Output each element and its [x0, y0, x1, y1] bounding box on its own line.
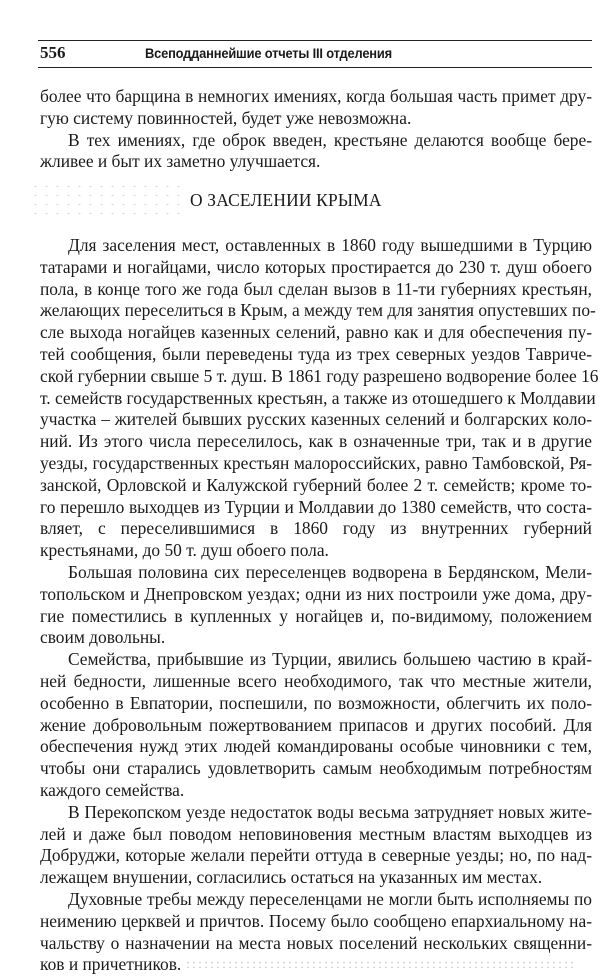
- text-line: жение добровольным пожертвованием припасов и других пособий. Для: [40, 714, 592, 735]
- text-line: В тех имениях, где оброк введен, крестьяне делаются вообще бере-: [68, 129, 592, 150]
- text-line: гие поместились в купленных у ногайцев и, по-видимому, положением: [40, 605, 592, 626]
- text-line: жливее и быт их заметно улучшается.: [40, 151, 321, 172]
- paragraph: [40, 86, 592, 130]
- text-line: т. семейств государственных крестьян, а также из отошедшего к Молдавии: [40, 387, 596, 408]
- text-line: Добруджи, которые желали перейти оттуда в северные уезды; но, по над-: [40, 845, 592, 866]
- text-line: крестьянами, до 50 т. душ обоего пола.: [40, 540, 329, 561]
- text-line: топольском и Днепровском уездах; одни из них построили уже дома, дру-: [40, 583, 592, 604]
- header-rule-top: [38, 40, 592, 41]
- text-after-heading: [40, 235, 599, 976]
- text-line: тей сообщения, были переведены туда из трех северных уездов Тавриче-: [40, 343, 592, 364]
- header-rule-bottom: [38, 67, 592, 68]
- section-heading: О ЗАСЕЛЕНИИ КРЫМА: [190, 190, 382, 210]
- text-line: Большая половина сих переселенцев водворена в Бердянском, Мели-: [68, 561, 592, 582]
- text-line: татарами и ногайцами, число которых простирается до 230 т. душ обоего: [40, 256, 592, 277]
- text-line: Духовные требы между переселенцами не могли быть исполняемы по: [68, 888, 592, 909]
- paragraph: [40, 649, 592, 802]
- paragraph: [40, 235, 599, 562]
- text-line: пола, в конце того же года был сделан вызов в 11-ти губерниях крестьян,: [40, 278, 592, 299]
- text-line: лежащем внушении, согласились остаться на указанных им местах.: [40, 867, 543, 888]
- text-line: занской, Орловской и Калужской губерний более 2 т. семейств; кроме то-: [40, 474, 592, 495]
- scan-noise: [30, 182, 180, 216]
- paragraph: [40, 130, 592, 174]
- text-line: неимению церквей и причтов. Посему было сообщено епархиальному на-: [40, 910, 592, 931]
- text-line: В Перекопском уезде недостаток воды весьма затрудняет новых жите-: [68, 801, 592, 822]
- text-line: более что барщина в немногих имениях, когда большая часть примет дру-: [40, 86, 592, 106]
- text-line: ской губернии свыше 5 т. душ. В 1861 году разрешено водворение более 16: [40, 365, 599, 386]
- text-line: лей и даже был поводом неповиновения местным властям выходцев из: [40, 823, 592, 844]
- paragraph: [40, 562, 592, 649]
- text-line: гую систему повинностей, будет уже невозможна.: [40, 107, 412, 128]
- text-line: участка – жителей бывших русских казенных селений и болгарских коло-: [40, 409, 592, 430]
- text-line: го перешло выходцев из Турции и Молдавии до 1380 семейств, что соста-: [40, 496, 592, 517]
- paragraph: [40, 889, 592, 976]
- text-line: сле выхода ногайцев казенных селений, равно как и для обеспечения пу-: [40, 322, 592, 343]
- text-line: ний. Из этого числа переселилось, как в означенные три, так и в другие: [40, 431, 592, 452]
- text-line: обеспечения нужд этих людей командированы особые чиновники с тем,: [40, 736, 592, 757]
- page-number: 556: [40, 43, 66, 62]
- text-line: чальству о назначении на места новых поселений нескольких священни-: [40, 932, 592, 953]
- text-line: вляет, с переселившимися в 1860 году из внутренних губерний: [40, 518, 592, 539]
- text-line: желающих переселиться в Крым, а между тем для занятия опустевших по-: [40, 300, 596, 321]
- text-line: ней бедности, лишенные всего необходимого, так что местные жители,: [40, 670, 592, 691]
- text-line: ков и причетников.: [40, 954, 182, 975]
- text-line: своим довольны.: [40, 627, 166, 648]
- text-line: особенно в Евпатории, поспешили, по возможности, облегчить их поло-: [40, 692, 592, 713]
- text-line: Семейства, прибывшие из Турции, явились большею частию в край-: [68, 649, 592, 670]
- text-line: чтобы они старались удовлетворить самым необходимым потребностям: [40, 758, 592, 779]
- text-line: каждого семейства.: [40, 779, 185, 800]
- running-head: Всеподданнейшие отчеты III отделения: [145, 45, 392, 61]
- paragraph: [40, 802, 592, 889]
- text-line: Для заселения мест, оставленных в 1860 году вышедшими в Турцию: [68, 235, 592, 255]
- text-line: уезды, государственных крестьян малороссийских, равно Тамбовской, Ря-: [40, 452, 592, 473]
- text-before-heading: [40, 86, 592, 173]
